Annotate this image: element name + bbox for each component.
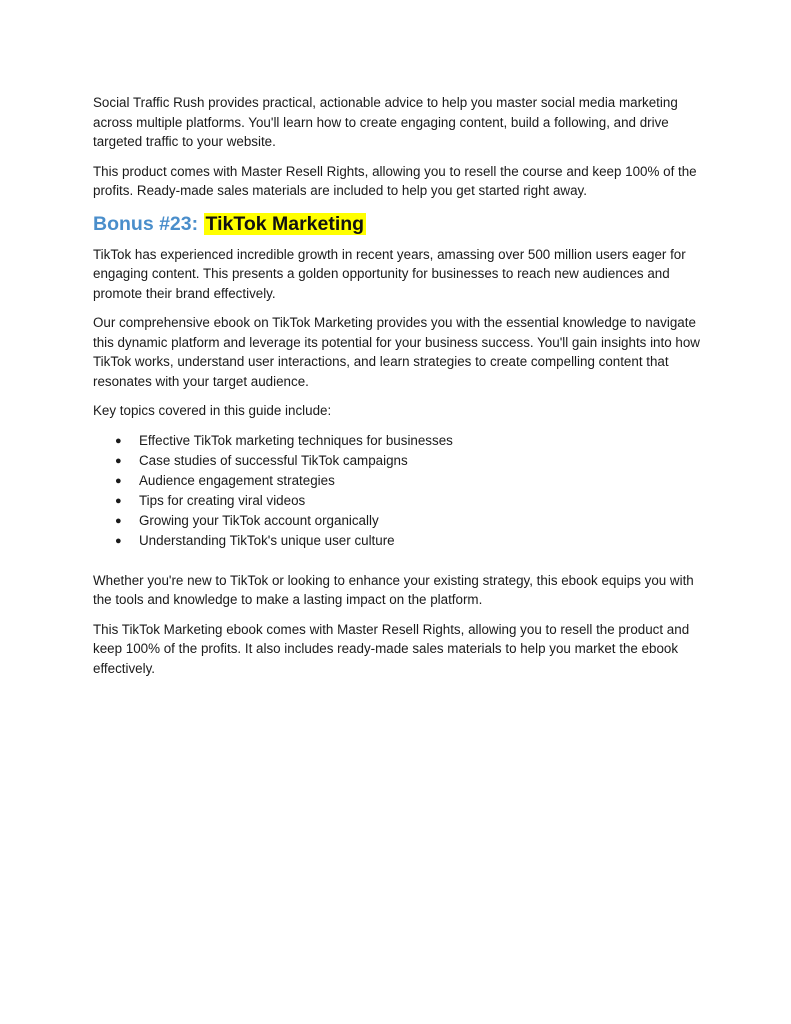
intro-paragraph: This product comes with Master Resell Rights, allowing you to resell the course and keep 100% of the profits. Ready-made sales materials are included to help you get started right away. [93, 163, 697, 198]
list-item [115, 451, 703, 471]
list-item-text: Tips for creating viral videos [139, 492, 306, 508]
body-paragraph: Key topics covered in this guide include: [93, 403, 332, 418]
bonus-number: Bonus #23: [93, 212, 199, 235]
bullet-icon: ● [115, 434, 122, 447]
bullet-icon: ● [115, 494, 122, 507]
topics-list [93, 431, 703, 551]
intro-paragraph: Social Traffic Rush provides practical, actionable advice to help you master social media marketing across multiple platforms. You'll learn how to create engaging content, build a following, and drive targeted traffic to your website. [93, 95, 678, 149]
bullet-icon: ● [115, 474, 122, 487]
list-item-text: Growing your TikTok account organically [139, 512, 379, 528]
closing-paragraph: This TikTok Marketing ebook comes with Master Resell Rights, allowing you to resell the product and keep 100% of the profits. It also includes ready-made sales materials to help you market the ebook effectively. [93, 621, 690, 676]
document-page [93, 93, 703, 688]
list-item-text: Effective TikTok marketing techniques for businesses [139, 432, 453, 448]
list-item-text: Case studies of successful TikTok campaigns [139, 452, 408, 468]
closing-paragraph: Whether you're new to TikTok or looking to enhance your existing strategy, this ebook equips you with the tools and knowledge to make a lasting impact on the platform. [93, 572, 694, 607]
body-paragraph: Our comprehensive ebook on TikTok Marketing provides you with the essential knowledge to navigate this dynamic platform and leverage its potential for your business success. You'll gain insights into how TikTok works, understand user interactions, and learn strategies to create compelling content that resonates with your target audience. [93, 315, 700, 389]
bullet-icon: ● [115, 514, 122, 527]
list-item [115, 491, 703, 511]
list-item [115, 511, 703, 531]
bullet-icon: ● [115, 454, 122, 467]
list-item [115, 471, 703, 491]
list-item [115, 531, 703, 551]
body-paragraph: TikTok has experienced incredible growth in recent years, amassing over 500 million users eager for engaging content. This presents a golden opportunity for businesses to reach new audiences and promote their brand effectively. [93, 246, 686, 301]
list-item-text: Understanding TikTok's unique user culture [139, 532, 395, 548]
bullet-icon: ● [115, 534, 122, 547]
section-title-highlighted: TikTok Marketing [205, 212, 365, 235]
list-item-text: Audience engagement strategies [139, 472, 335, 488]
section-heading [93, 211, 703, 237]
list-item [115, 431, 703, 451]
